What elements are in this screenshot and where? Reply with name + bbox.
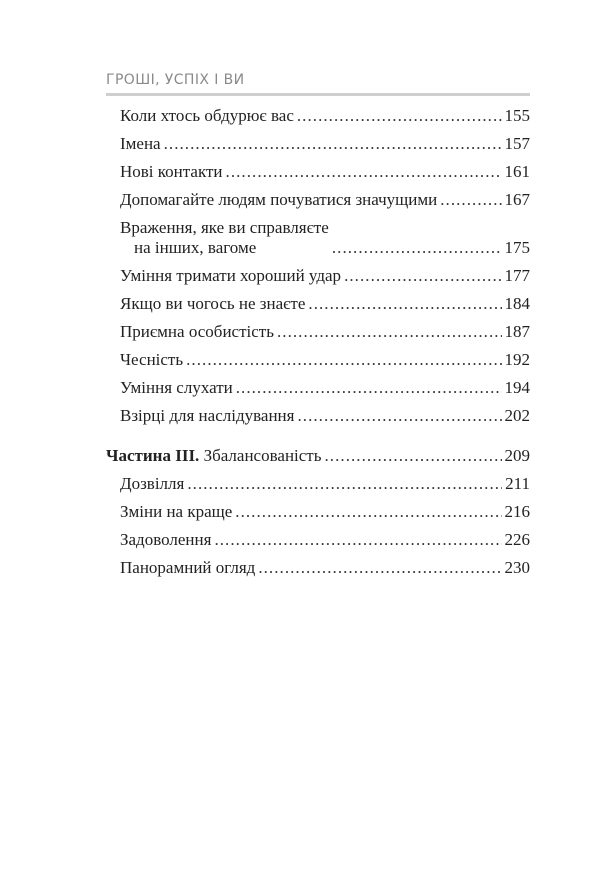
toc-entry[interactable] [106, 190, 530, 210]
toc-entry[interactable] [106, 218, 530, 258]
dot-leader [226, 162, 502, 182]
dot-leader [332, 238, 502, 258]
toc-entry-title: Дозвілля [120, 474, 185, 493]
toc-entry[interactable] [106, 134, 530, 154]
toc-entry[interactable] [106, 558, 530, 578]
dot-leader [186, 350, 501, 370]
toc-entry-page: 216 [504, 502, 530, 521]
toc-entry[interactable] [106, 162, 530, 182]
table-of-contents [106, 106, 530, 586]
toc-entry-title: Імена [120, 134, 161, 153]
toc-entry[interactable] [106, 406, 530, 426]
toc-entry-page: 167 [504, 190, 530, 209]
toc-entry-title-line2: на інших, вагоме [134, 238, 257, 257]
toc-entry-title: Нові контакти [120, 162, 223, 181]
running-head: ГРОШІ, УСПІХ І ВИ [106, 72, 530, 96]
dot-leader [440, 190, 501, 210]
toc-entry-page: 187 [504, 322, 530, 341]
toc-entry-page: 192 [504, 350, 530, 369]
toc-entry[interactable] [106, 378, 530, 398]
toc-entry-page: 155 [504, 106, 530, 125]
toc-entry[interactable] [106, 106, 530, 126]
toc-entry-title: Коли хтось обдурює вас [120, 106, 294, 125]
toc-entry-page: 194 [504, 378, 530, 397]
toc-entry-title: Панорамний огляд [120, 558, 256, 577]
toc-entry[interactable] [106, 266, 530, 286]
toc-entry-title: Якщо ви чогось не знаєте [120, 294, 306, 313]
dot-leader [164, 134, 502, 154]
section-gap [106, 434, 530, 446]
toc-entry-page: 202 [504, 406, 530, 425]
dot-leader [297, 106, 502, 126]
toc-entry[interactable] [106, 474, 530, 494]
dot-leader [235, 502, 501, 522]
dot-leader [308, 294, 501, 314]
toc-entry[interactable] [106, 530, 530, 550]
toc-part-title [106, 446, 322, 466]
toc-entry-title: Зміни на краще [120, 502, 233, 521]
toc-entry-title: Допомагайте людям почуватися значущими [120, 190, 438, 209]
toc-entry[interactable] [106, 322, 530, 342]
toc-entry-page: 230 [504, 558, 530, 577]
dot-leader [277, 322, 502, 342]
dot-leader [236, 378, 502, 398]
dot-leader [258, 558, 501, 578]
toc-entry-title: Задоволення [120, 530, 212, 549]
toc-entry-page: 211 [505, 474, 530, 493]
toc-entry-title: Приємна особистість [120, 322, 274, 341]
toc-entry-title: Уміння тримати хороший удар [120, 266, 342, 285]
dot-leader [297, 406, 501, 426]
toc-entry-title-line1: Враження, яке ви справляєте [120, 218, 329, 237]
dot-leader [325, 446, 502, 466]
toc-entry-page: 184 [504, 294, 530, 313]
toc-entry-page: 161 [504, 162, 530, 181]
toc-part-name: Збалансованість [203, 446, 322, 465]
toc-entry[interactable] [106, 294, 530, 314]
dot-leader [214, 530, 501, 550]
toc-entry-page: 157 [504, 134, 530, 153]
toc-part-entry[interactable] [106, 446, 530, 466]
dot-leader [344, 266, 501, 286]
toc-entry-title: Уміння слухати [120, 378, 233, 397]
toc-part-page: 209 [504, 446, 530, 465]
toc-entry[interactable] [106, 502, 530, 522]
toc-entry-title: Взірці для наслідування [120, 406, 295, 425]
dot-leader [187, 474, 502, 494]
toc-entry-page: 175 [504, 238, 530, 257]
toc-entry-title: Чесність [120, 350, 184, 369]
toc-entry-page: 226 [504, 530, 530, 549]
toc-part-label: Частина III. [106, 446, 200, 465]
toc-entry-page: 177 [504, 266, 530, 285]
toc-entry[interactable] [106, 350, 530, 370]
toc-entry-title [120, 218, 329, 258]
